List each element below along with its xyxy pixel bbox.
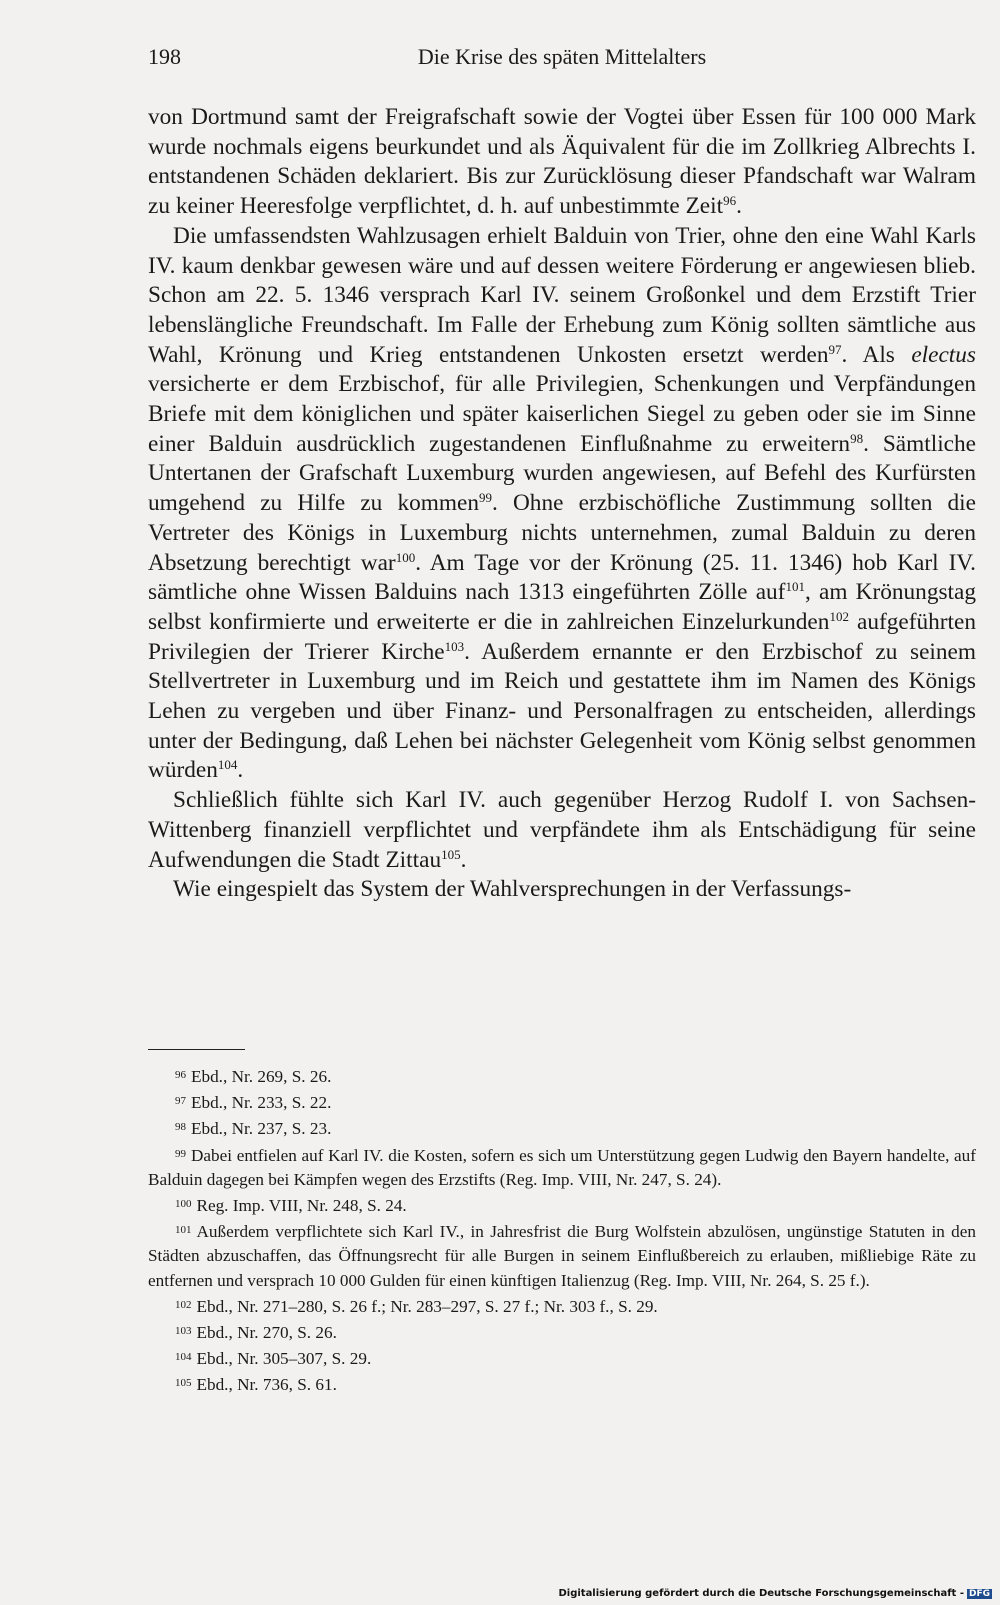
footnote-text: Ebd., Nr. 305–307, S. 29. xyxy=(196,1349,372,1369)
footnote-text: Reg. Imp. VIII, Nr. 248, S. 24. xyxy=(196,1196,407,1216)
footnote-number: 103 xyxy=(175,1325,192,1338)
footnote-text: Ebd., Nr. 270, S. 26. xyxy=(196,1323,337,1343)
paragraph: Schließlich fühlte sich Karl IV. auch gegenüber Herzog Rudolf I. von Sachsen-Wittenberg finanziell verpflichtet und verpfändete ihm als Entschädigung für seine Aufwendungen die Stadt Zittau$^{105}$. xyxy=(148,787,976,873)
paragraph: von Dortmund samt der Freigrafschaft sowie der Vogtei über Essen für 100 000 Mark wurde nochmals eigens beurkundet und als Äquivalent für die im Zollkrieg Albrechts I. entstandenen Schäden deklariert. Bis zur Zurücklösung dieser Pfandschaft war Walram zu keiner Heeresfolge verpflichtet, d. h. auf unbestimmte Zeit$^{96}$. xyxy=(148,104,976,220)
footnote-text: Ebd., Nr. 271–280, S. 26 f.; Nr. 283–297, S. 27 f.; Nr. 303 f., S. 29. xyxy=(196,1296,658,1316)
page-header xyxy=(148,44,976,76)
footnote-number: 96 xyxy=(175,1069,186,1081)
footnote-number: 99 xyxy=(175,1147,186,1160)
running-title: Die Krise des späten Mittelalters xyxy=(417,44,707,69)
footnote-number: 104 xyxy=(175,1351,192,1364)
footnote-ref[interactable]: 104 xyxy=(217,757,238,773)
footnote-ref[interactable]: 102 xyxy=(829,608,849,624)
footnote-ref[interactable]: 105 xyxy=(441,846,461,862)
footnote xyxy=(148,1063,976,1089)
footnote xyxy=(148,1371,976,1397)
footnote-text: Ebd., Nr. 237, S. 23. xyxy=(191,1119,332,1139)
footnote-text: Ebd., Nr. 233, S. 22. xyxy=(191,1093,332,1113)
digitization-credit xyxy=(558,1588,992,1599)
paragraph: Die umfassendsten Wahlzusagen erhielt Balduin von Trier, ohne den eine Wahl Karls IV. kaum denkbar gewesen wäre und auf dessen weitere Förderung er angewiesen blieb. Schon am 22. 5. 1346 versprach Karl IV. seinem Großonkel und dem Erzstift Trier lebenslängliche Freundschaft. Im Falle der Erhebung zum König sollten sämtliche aus Wahl, Krönung und Krieg entstandenen Unkosten ersetzt werden$^{97}$. Als electus versicherte er dem Erzbischof, für alle Privilegien, Schenkungen und Verpfändungen Briefe mit dem königlichen und später kaiserlichen Siegel zu geben oder sie im Sinne einer Balduin ausdrücklich zugestandenen Einflußnahme zu erweitern$^{98}$. Sämtliche Untertanen der Grafschaft Luxemburg wurden angewiesen, auf Befehl des Kurfürsten umgehend zu Hilfe zu kommen$^{99}$. Ohne erzbischöfliche Zustimmung sollten die Vertreter des Königs in Luxemburg nichts unternehmen, zumal Balduin zu deren Absetzung berechtigt war$^{100}$. Am Tage vor der Krönung (25. 11. 1346) hob Karl IV. sämtliche ohne Wissen Balduins nach 1313 eingeführten Zölle auf$^{101}$, am Krönungstag selbst konfirmierte und erweiterte er die in zahlreichen Einzelurkunden$^{102}$ aufgeführten Privilegien der Trierer Kirche$^{103}$. Außerdem ernannte er den Erzbischof zu seinem Stellvertreter in Luxemburg und im Reich und gestattete ihm im Namen des Königs Lehen zu vergeben und über Finanz- und Personalfragen zu entscheiden, allerdings unter der Bedingung, daß Lehen bei nächster Gelegenheit vom König selbst genommen würden$^{104}$. xyxy=(148,222,976,784)
footnote-ref[interactable]: 98 xyxy=(850,430,864,446)
footnote-ref[interactable]: 99 xyxy=(479,490,493,506)
footnote-number: 102 xyxy=(175,1298,192,1311)
footnote-number: 98 xyxy=(175,1121,186,1134)
footnote-number: 105 xyxy=(175,1377,192,1390)
footnote xyxy=(148,1293,976,1319)
italic-term: electus xyxy=(911,341,976,368)
footnote-ref[interactable]: 100 xyxy=(395,549,416,565)
footnote-number: 97 xyxy=(175,1095,186,1108)
footnote xyxy=(148,1319,976,1345)
footnote-ref[interactable]: 97 xyxy=(828,341,842,357)
footnote xyxy=(148,1142,976,1192)
page-number: 198 xyxy=(148,44,181,69)
paragraph: Wie eingespielt das System der Wahlversprechungen in der Verfassungs- xyxy=(173,876,852,903)
footnotes xyxy=(148,1063,976,1398)
footnote-text: Dabei entfielen auf Karl IV. die Kosten, sofern es sich um Unterstützung gegen Ludwig den Bayern handelte, auf Balduin dagegen bei Kämpfen wegen des Erzstifts (Reg. Imp. VIII, Nr. 247, S. 24). xyxy=(148,1145,976,1189)
footnote xyxy=(148,1089,976,1115)
dfg-logo: DFG xyxy=(968,1589,990,1599)
footnote-number: 100 xyxy=(175,1198,192,1211)
footnote-text: Ebd., Nr. 269, S. 26. xyxy=(191,1067,332,1086)
footnote xyxy=(148,1192,976,1218)
footnote-text: Ebd., Nr. 736, S. 61. xyxy=(196,1375,337,1395)
footnote-divider xyxy=(148,1049,245,1050)
footnote-number: 101 xyxy=(175,1224,192,1237)
footnote-text: Außerdem verpflichtete sich Karl IV., in Jahresfrist die Burg Wolfstein abzulösen, ungünstige Statuten in den Städten abzuschaffen, das Öffnungsrecht für alle Burgen in seinem Einflußbereich zu erlauben, mißliebige Räte zu entfernen und versprach 10 000 Gulden für einen künftigen Italienzug (Reg. Imp. VIII, Nr. 264, S. 25 f.). xyxy=(148,1222,976,1290)
main-text xyxy=(148,103,976,905)
footnote-ref[interactable]: 96 xyxy=(723,193,737,209)
footnote xyxy=(148,1115,976,1141)
footnote xyxy=(148,1218,976,1293)
credit-text: Digitalisierung gefördert durch die Deutsche Forschungsgemeinschaft - xyxy=(558,1588,964,1599)
footnote-ref[interactable]: 101 xyxy=(785,579,805,595)
footnote xyxy=(148,1345,976,1371)
footnote-ref[interactable]: 103 xyxy=(444,638,465,654)
